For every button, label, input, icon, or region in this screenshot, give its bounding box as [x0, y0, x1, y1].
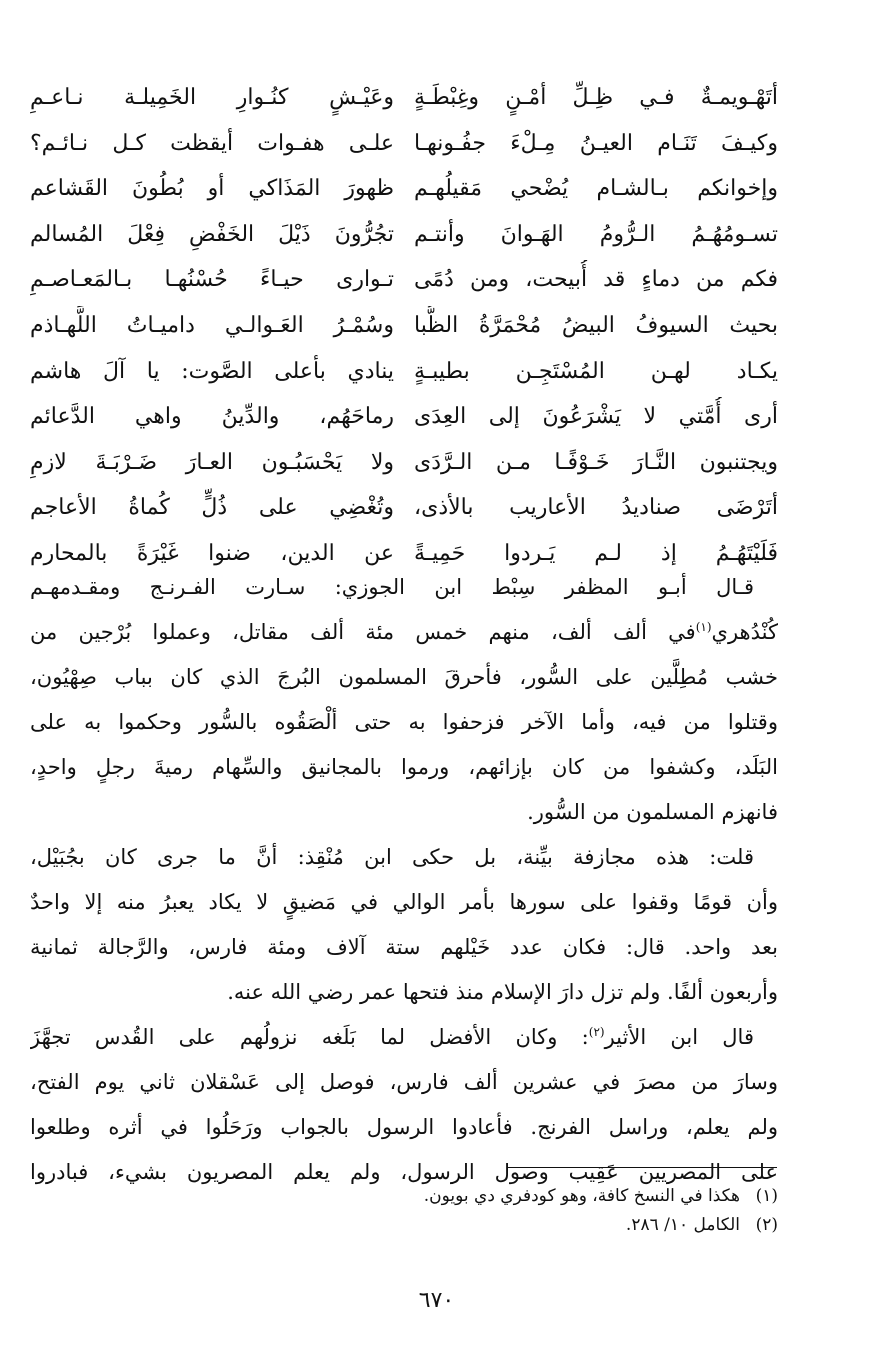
verse [30, 488, 778, 534]
hemistich-left: رماحَهُم، والدِّينُ واهي الدَّعائم [30, 404, 394, 430]
verse [30, 169, 778, 215]
text-line: خشب مُطِلَّين على السُّور، فأحرقَ المسلمون البُرجَ الذي كان بباب صِهْيُون، [30, 665, 778, 689]
hemistich-right: فكم من دماءٍ قد أُبيحت، ومن دُمًى [414, 267, 778, 293]
hemistich-left: ظهورَ المَذَاكي أو بُطُونَ القَشاعم [30, 176, 394, 202]
hemistich-left: علـى هفـوات أيقظت كـل نـائـم؟ [30, 130, 394, 156]
footnote-text: هكذا في النسخ كافة، وهو كودفري دي بويون. [423, 1186, 740, 1206]
hemistich-left: وعَيْـشٍ كنُـوارِ الخَمِيلـة نـاعـمِ [30, 85, 394, 110]
paragraph [30, 565, 778, 835]
hemistich-right: بحيث السيوفُ البيضُ مُحْمَرَّةُ الظُّبا [414, 312, 778, 338]
footnote-number: (٢) [755, 1215, 778, 1235]
footnote [30, 1182, 778, 1211]
text-line: وأربعون ألفًا. ولم تزل دارَ الإسلام منذ فتحها عمر رضي الله عنه. [227, 980, 778, 1004]
hemistich-right: تسـومُهُـمُ الـرُّومُ الهَـوانَ وأنتـم [414, 221, 778, 247]
hemistich-right: فَلَيْتَهُـمُ إذ لـم يَـردوا حَمِيـةً [414, 540, 778, 566]
hemistich-right: ويجتنبون النَّـارَ خَـوْفًـا مـن الـرَّدَى [414, 449, 778, 475]
verse [30, 306, 778, 352]
paragraph [30, 835, 778, 1015]
hemistich-left: وتُغْضِي على ذُلٍّ كُماةُ الأعاجم [30, 495, 394, 521]
text-run: كُنْدُهري [711, 620, 778, 644]
verse [30, 78, 778, 124]
verse [30, 443, 778, 489]
verse [30, 124, 778, 170]
paragraph [30, 1015, 778, 1195]
footnote-divider [507, 1167, 777, 1168]
footnote-ref[interactable]: (١) [695, 620, 712, 634]
footnote-number: (١) [755, 1186, 778, 1206]
footnote-text: الكامل ١٠/ ٢٨٦. [625, 1215, 740, 1235]
page-number: ٦٧٠ [418, 1288, 455, 1313]
hemistich-left: ينادي بأعلى الصَّوت: يا آلَ هاشم [30, 358, 394, 384]
verse [30, 215, 778, 261]
text-line: وأن قومًا وقفوا على سورها بأمر الوالي في مَضيقٍ لا يكاد يعبرُ منه إلا واحدٌ [30, 890, 778, 914]
verse [30, 352, 778, 398]
footnote-ref[interactable]: (٢) [588, 1025, 605, 1039]
prose-body [30, 565, 778, 1195]
poem [30, 78, 778, 580]
text-line: البَلَد، وكشفوا من كان بإزائهم، ورموا بالمجانيق والسِّهام رميةَ رجلٍ واحدٍ، [30, 755, 778, 779]
hemistich-right: يكـاد لهـن المُسْتَجِـن بطيبـةٍ [414, 358, 778, 384]
hemistich-right: أتَرْضَى صناديدُ الأعاريب بالأذى، [414, 495, 778, 521]
hemistich-right: أتَهْـويمـةٌ فـي ظِـلِّ أمْـنٍ وغِبْطَـةٍ [414, 85, 778, 110]
verse [30, 397, 778, 443]
text-line: قلت: هذه مجازفة بيِّنة، بل حكى ابن مُنْقِذ: أنَّ ما جرى كان بجُبَيْل، [30, 845, 754, 869]
hemistich-left: تجُرُّونَ ذَيْلَ الخَفْضِ فِعْلَ المُسالم [30, 221, 394, 247]
text-line: قـال أبـو المظفر سِبْط ابن الجوزي: سـارت الفـرنـج ومقـدمهـم [30, 575, 754, 599]
text-run: قال ابن الأثير [604, 1025, 754, 1049]
text-line: بعد واحد. قال: فكان عدد خَيْلهم ستة آلاف ومئة فارس، والرَّجالة ثمانية [30, 935, 778, 959]
text-line: وسارَ من مصرَ في عشرين ألف فارس، فوصل إلى عَسْقلان ثاني يوم الفتح، [30, 1070, 778, 1094]
footnotes [30, 1182, 778, 1240]
hemistich-right: وكيـفَ تَنَـام العيـنُ مِـلْءَ جفُـونهـا [414, 130, 778, 156]
hemistich-left: وسُمْـرُ العَـوالـي داميـاتُ اللَّهـاذم [30, 312, 394, 338]
text-run: في ألف ألف، منهم خمس مئة ألف مقاتل، وعملوا بُرْجين من [30, 620, 696, 644]
text-line [30, 1015, 778, 1060]
text-run: : وكان الأفضل لما بَلَغه نزولُهم على القُدس تجهَّزَ [30, 1025, 589, 1049]
text-line: على المصريين عَقِيب وصول الرسول، ولم يعلم المصريون بشيء، فبادروا [30, 1160, 778, 1184]
hemistich-left: ولا يَحْسَبُـون العـارَ ضَـرْبَـةَ لازمِ [30, 449, 394, 475]
hemistich-left: تـوارى حيـاءً حُسْنُهـا بـالمَعـاصـمِ [30, 267, 394, 293]
text-line: فانهزم المسلمون من السُّور. [527, 800, 778, 824]
text-line: وقتلوا من فيه، وأما الآخر فزحفوا به حتى ألْصَقُوه بالسُّور وحكموا به على [30, 710, 778, 734]
hemistich-right: أرى أُمَّتي لا يَشْرَعُونَ إلى العِدَى [414, 404, 778, 430]
verse [30, 260, 778, 306]
footnote [30, 1211, 778, 1240]
text-line [30, 610, 778, 655]
hemistich-left: عن الدين، ضنوا غَيْرَةً بالمحارم [30, 540, 394, 566]
text-line: ولم يعلم، وراسل الفرنج. فأعادوا الرسول بالجواب ورَحَلُوا في أثره وطلعوا [30, 1115, 778, 1139]
hemistich-right: وإخوانكم بـالشـام يُضْحي مَقيلُهـم [414, 176, 778, 202]
